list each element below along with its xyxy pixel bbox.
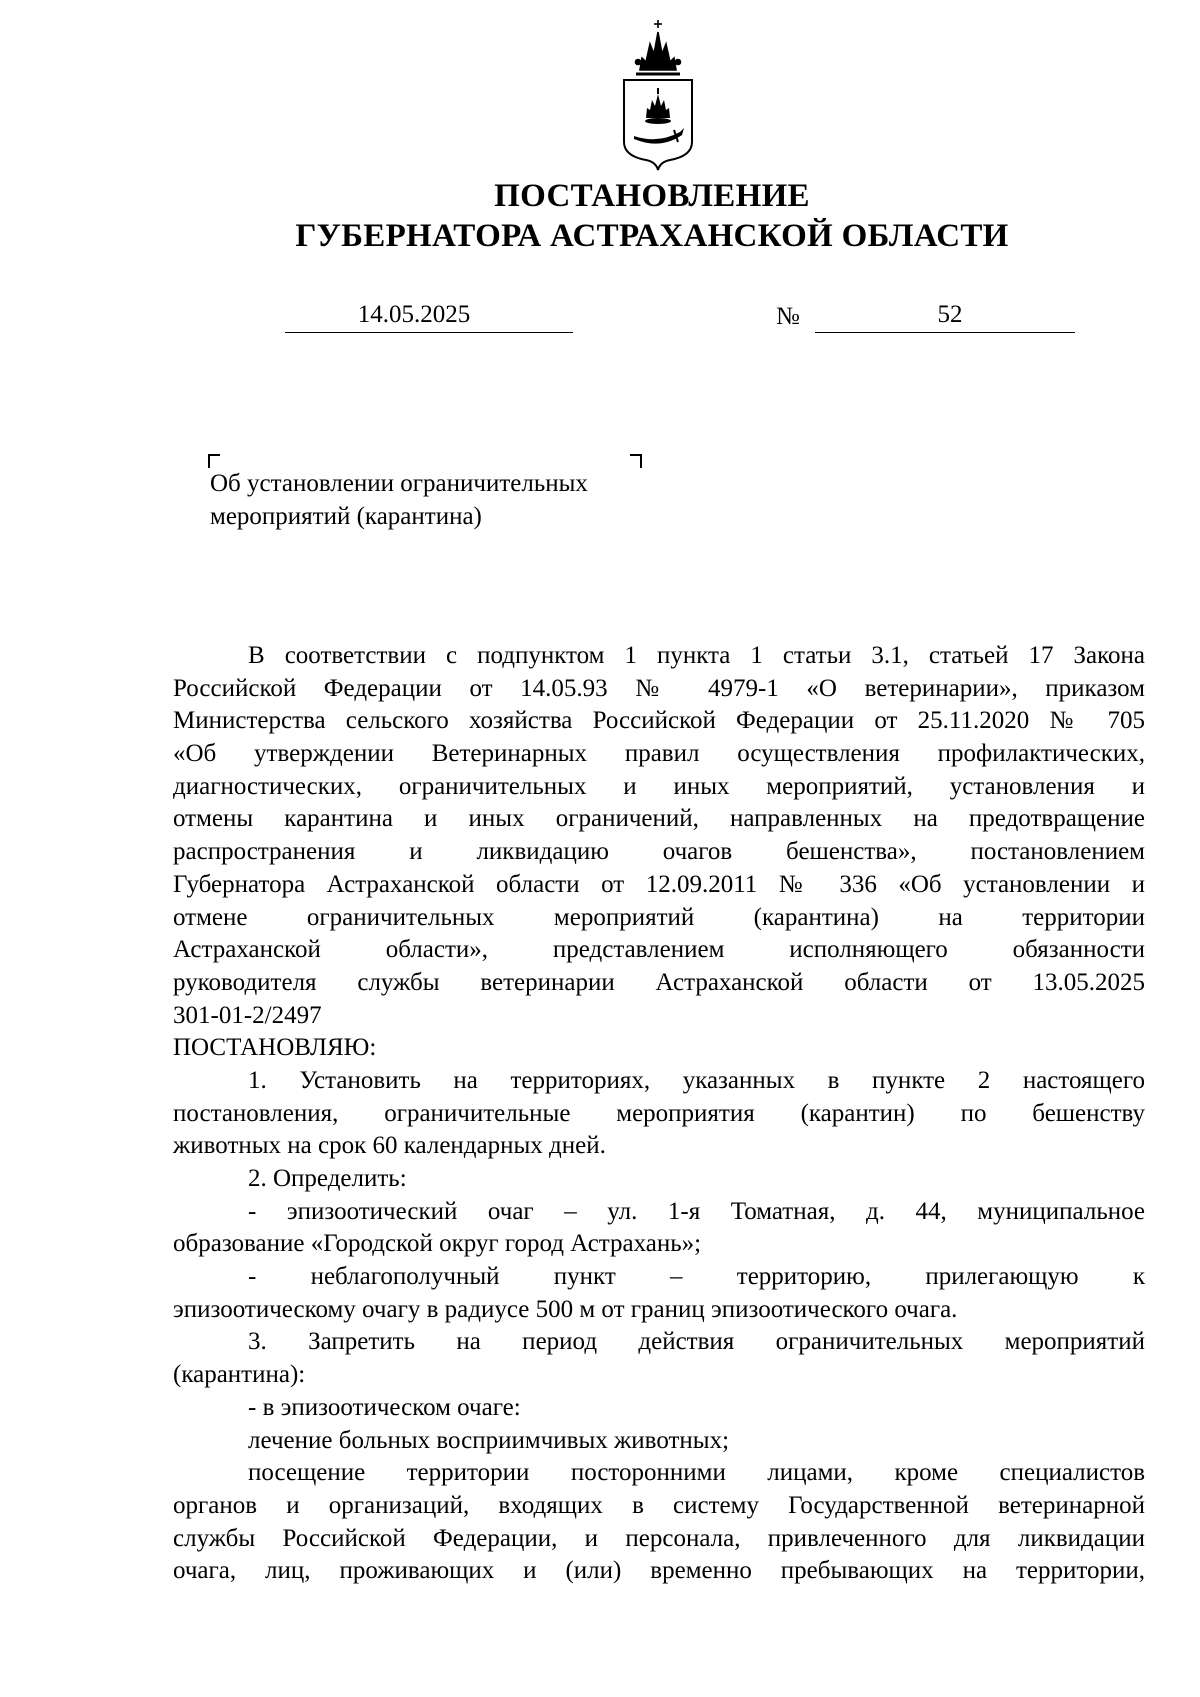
body-line: Астраханской области», представлением исполняющего обязанности (173, 936, 1145, 964)
issuer-title: ГУБЕРНАТОРА АСТРАХАНСКОЙ ОБЛАСТИ (295, 218, 1009, 254)
body-line: отмены карантина и иных ограничений, направленных на предотвращение (173, 805, 1145, 833)
document-type-title: ПОСТАНОВЛЕНИЕ (494, 178, 810, 214)
body-line: Министерства сельского хозяйства Российской Федерации от 25.11.2020 № 705 (173, 707, 1145, 735)
decree-date-value: 14.05.2025 (357, 301, 471, 328)
decree-number (815, 298, 1075, 333)
item-2-heading: 2. Определить: (248, 1165, 407, 1192)
subject-line: Об установлении ограничительных (210, 470, 588, 497)
body-line: распространения и ликвидацию очагов бешенства», постановлением (173, 838, 1145, 866)
subject-bracket-right (630, 454, 642, 468)
item-3-visit-line: очага, лиц, проживающих и (или) временно пребывающих на территории, (173, 1557, 1145, 1585)
item-1-line: животных на срок 60 календарных дней. (173, 1132, 606, 1160)
coat-of-arms-icon (616, 18, 700, 172)
item-3-visit-line: посещение территории посторонними лицами, кроме специалистов (248, 1459, 1145, 1487)
body-line: Российской Федерации от 14.05.93 № 4979-1 «О ветеринарии», приказом (173, 674, 1145, 702)
item-3-visit-line: службы Российской Федерации, и персонала, привлеченного для ликвидации (173, 1524, 1145, 1552)
item-3-line: (карантина): (173, 1361, 306, 1389)
decree-subject (210, 467, 650, 533)
item-1-line: 1. Установить на территориях, указанных в пункте 2 настоящего (248, 1066, 1145, 1094)
subject-line: мероприятий (карантина) (210, 503, 482, 530)
body-line: отмене ограничительных мероприятий (карантина) на территории (173, 903, 1145, 931)
item-2-point-line: эпизоотическому очагу в радиусе 500 м от границ эпизоотического очага. (173, 1295, 958, 1323)
body-line: диагностических, ограничительных и иных мероприятий, установления и (173, 772, 1145, 800)
body-line: 301-01-2/2497 (173, 1001, 322, 1029)
decree-word: ПОСТАНОВЛЯЮ: (173, 1034, 377, 1062)
number-label: № (776, 303, 800, 330)
decree-body (173, 640, 1145, 1588)
item-3-treatment: лечение больных восприимчивых животных; (248, 1426, 730, 1454)
item-3-sub-heading: - в эпизоотическом очаге: (248, 1393, 521, 1421)
item-2-point-line: - неблагополучный пункт – территорию, прилегающую к (248, 1263, 1145, 1291)
decree-date (285, 298, 573, 333)
item-2-focus-line: образование «Городской округ город Астрахань»; (173, 1230, 702, 1258)
body-line: Губернатора Астраханской области от 12.09.2011 № 336 «Об установлении и (173, 870, 1145, 898)
subject-bracket-left (208, 454, 220, 468)
item-3-line: 3. Запретить на период действия ограничительных мероприятий (248, 1328, 1145, 1356)
item-1-line: постановления, ограничительные мероприятия (карантин) по бешенству (173, 1099, 1145, 1127)
body-line: «Об утверждении Ветеринарных правил осуществления профилактических, (173, 740, 1145, 768)
body-line: В соответствии с подпунктом 1 пункта 1 статьи 3.1, статьей 17 Закона (248, 642, 1145, 669)
item-3-visit-line: органов и организаций, входящих в систему Государственной ветеринарной (173, 1491, 1145, 1519)
decree-number-value: 52 (937, 301, 963, 328)
item-2-focus-line: - эпизоотический очаг – ул. 1-я Томатная, д. 44, муниципальное (248, 1197, 1145, 1225)
body-line: руководителя службы ветеринарии Астраханской области от 13.05.2025 (173, 968, 1145, 996)
